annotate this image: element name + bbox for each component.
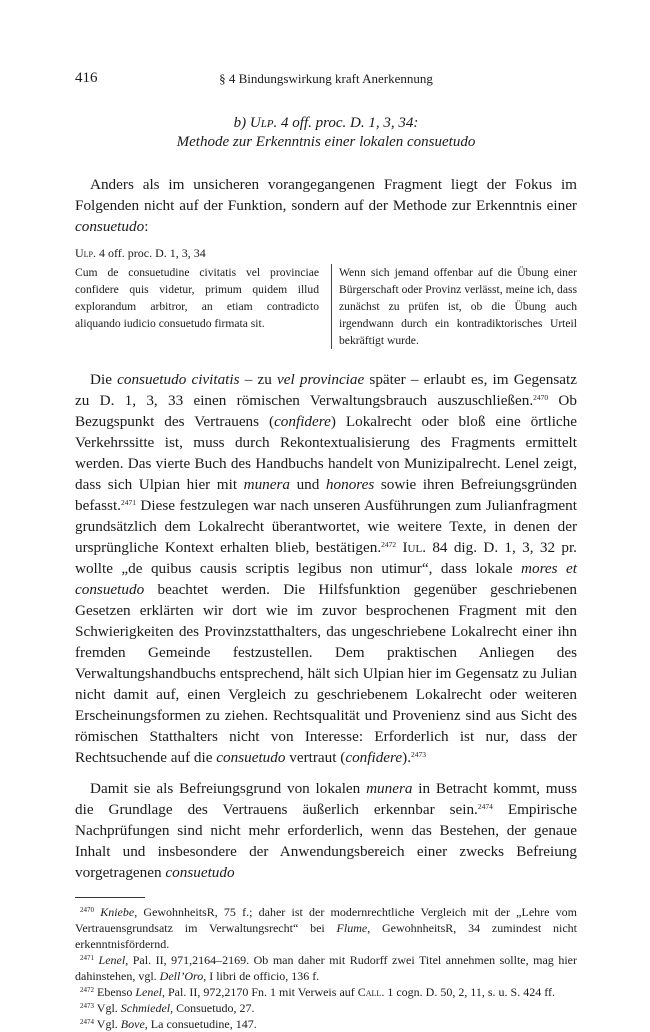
footnote-marker[interactable]: 2471 (120, 498, 136, 507)
footnote-2472: $^{2472}$ Ebenso Lenel, Pal. II, 972,2170 Fn. 1 mit Verweis auf Call. 1 cogn. D. 50, 2, 11, s. u. S. 424 ff. (80, 985, 555, 999)
source-reference: Ulp. 4 off. proc. D. 1, 3, 34 (75, 246, 206, 260)
footnote-marker[interactable]: 2474 (477, 802, 493, 811)
latin-source-text: Cum de consuetudine civitatis vel provinciae confidere quis videtur, primum quidem illud explorandum arbitror, an etiam contradicto aliquando iudicio consuetudo firmata sit. (75, 266, 319, 330)
footnote-marker[interactable]: 2472 (381, 540, 397, 549)
body-paragraph-1: Die consuetudo civitatis – zu vel provinciae später – erlaubt es, im Gegensatz zu D. 1, 3, 33 einen römischen Verwaltungsbrauch auszuschließen.$^{2470}$ Ob Bezugspunkt des Vertrauens (confidere) Lokalrecht oder bloß eine örtliche Verkehrssitte ist, muss durch Rekontextualisierung des Fragments ermittelt werden. Das vierte Buch des Handbuchs handelt von Munizipalrecht. Lenel zeigt, dass sich Ulpian hier mit munera und honores sowie ihren Befreiungsgründen befasst.$^{2471}$ Diese festzulegen war nach unseren Ausführungen zum Julianfragment grundsätzlich dem Lokalrecht überantwortet, wie weitere Texte, in denen der ursprüngliche Kontext erhalten blieb, bestätigen.$^{2472}$ Iul. 84 dig. D. 1, 3, 32 pr. wollte „de quibus causis scriptis legibus non utimur“, dass lokale mores et consuetudo beachtet werden. Die Hilfsfunktion gegenüber geschriebenen Gesetzen erklärten wir dort wie im zuvor besprochenen Fragment mit den Schwierigkeiten des Provinzstatthalters, das ungeschriebene Lokalrecht einer ihn fremden Gemeinde festzustellen. Dem praktischen Anliegen des Verwaltungshandbuchs entsprechend, hält sich Ulpian hier im Gegensatz zu Julian nicht damit auf, einen Vergleich zu geschriebenem Lokalrecht oder weiteren Erscheinungsformen zu ziehen. Rechtsqualität und Provenienz sind aus Sicht des römischen Statthalters nicht von Interesse: Erforderlich ist nur, dass der Rechtsuchende auf die consuetudo vertraut (confidere).$^{2473}$ (75, 371, 578, 766)
footnote-2474: $^{2474}$ Vgl. Bove, La consuetudine, 147. (80, 1017, 257, 1031)
footnotes (75, 904, 577, 1032)
footnote-divider (75, 897, 145, 898)
heading-author: Ulp (249, 115, 274, 131)
footnote-2470: $^{2470}$ Kniebe, GewohnheitsR, 75 f.; daher ist der modernrechtliche Vergleich mit der „Lehre vom Vertrauensgrundsatz im Verwaltungsrecht“ bei Flume, GewohnheitsR, 34 zumindest nicht erkenntnisfördernd. (75, 905, 578, 951)
intro-paragraph: Anders als im unsicheren vorangegangenen Fragment liegt der Fokus im Folgenden nicht auf der Funktion, sondern auf der Methode zur Erkenntnis einer consuetudo: (75, 176, 577, 235)
section-heading (75, 114, 577, 152)
section-heading-line1: b) Ulp. 4 off. proc. D. 1, 3, 34: (233, 115, 419, 131)
footnote-2471: $^{2471}$ Lenel, Pal. II, 971,2164–2169. Ob man daher mit Rudorff zwei Titel annehmen sollte, mag hier dahinstehen, vgl. Dell’Oro, I libri de officio, 136 f. (75, 953, 577, 983)
section-heading-line2: Methode zur Erkenntnis einer lokalen consuetudo (176, 134, 476, 150)
book-page (75, 70, 577, 1032)
page-number: 416 (75, 70, 98, 86)
footnote-marker[interactable]: 2470 (533, 393, 549, 402)
running-title: § 4 Bindungswirkung kraft Anerkennung (219, 71, 433, 86)
footnote-marker[interactable]: 2473 (411, 750, 426, 759)
german-translation: Wenn sich jemand offenbar auf die Übung einer Bürgerschaft oder Provinz verlässt, meine ich, dass zunächst zu prüfen ist, ob die Übung auch irgendwann durch ein kontradiktorisches Urteil bekräftigt wurde. (331, 264, 577, 349)
body-paragraph-2: Damit sie als Befreiungsgrund von lokalen munera in Betracht kommt, muss die Grundlage des Vertrauens äußerlich erkennbar sein.$^{2474}$ Empirische Nachprüfungen sind nicht mehr erforderlich, wenn das Bestehen, der genaue Inhalt und insbesondere der Anwendungsbereich einer zwecks Befreiung vorgetragenen consuetudo (75, 780, 577, 881)
footnote-2473: $^{2473}$ Vgl. Schmiedel, Consuetudo, 27. (80, 1001, 255, 1015)
source-text-columns (75, 264, 577, 353)
page-header (75, 70, 577, 100)
